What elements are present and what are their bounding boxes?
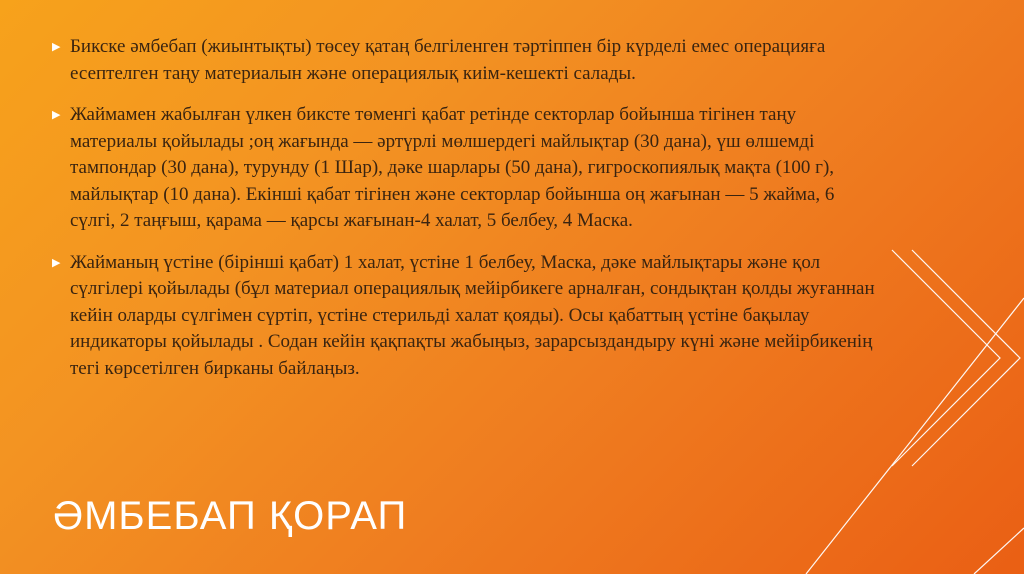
- diagonal-line-short: [974, 528, 1024, 574]
- arrow-right-icon: ▶: [52, 256, 61, 269]
- bullet-item-2: [52, 102, 882, 235]
- slide-title: ӘМБЕБАП ҚОРАП: [53, 494, 408, 538]
- bullet-item-3: [52, 250, 882, 383]
- bullet-item-1: [52, 34, 882, 87]
- arrow-right-icon: ▶: [52, 41, 61, 53]
- bullet-text-1: Бикске әмбебап (жиынтықты) төсеу қатаң белгіленген тәртіппен бір күрделі емес операцияға есептелген таңу материалын және операциялық киім-кешекті салады.: [70, 36, 826, 84]
- chevron-line-outer: [892, 250, 1000, 466]
- bullet-text-3: Жайманың үстіне (бірінші қабат) 1 халат, үстіне 1 белбеу, Маска, дәке майлықтары және қол сүлгілері қойылады (бұл материал операциялық мейірбикеге арналған, сондықтан қолды жуғаннан кейін оларды сүлгімен сүртіп, үстіне стерильді халат қояды). Осы қабаттың үстіне бақылау индикаторы қойылады . Содан кейін қақпақты жабыңыз, зарарсыздандыру күні және мейірбикенің тегі көрсетілген бирканы байлаңыз.: [70, 251, 875, 379]
- chevron-line-inner: [912, 250, 1020, 466]
- arrow-right-icon: ▶: [52, 109, 61, 121]
- bullet-text-2: Жаймамен жабылған үлкен биксте төменгі қабат ретінде секторлар бойынша тігінен таңу материалы қойылады ;оң жағында — әртүрлі мөлшердегі майлықтар (30 дана), үш өлшемді тампондар (30 дана), турунду (1 Шар), дәке шарлары (50 дана), гигроскопиялық мақта (100 г), майлықтар (10 дана). Екінші қабат тігінен және секторлар бойынша оң жағынан — 5 жайма, 6 сүлгі, 2 таңғыш, қарама — қарсы жағынан-4 халат, 5 белбеу, 4 Маска.: [70, 104, 835, 231]
- bullet-list: [52, 34, 882, 397]
